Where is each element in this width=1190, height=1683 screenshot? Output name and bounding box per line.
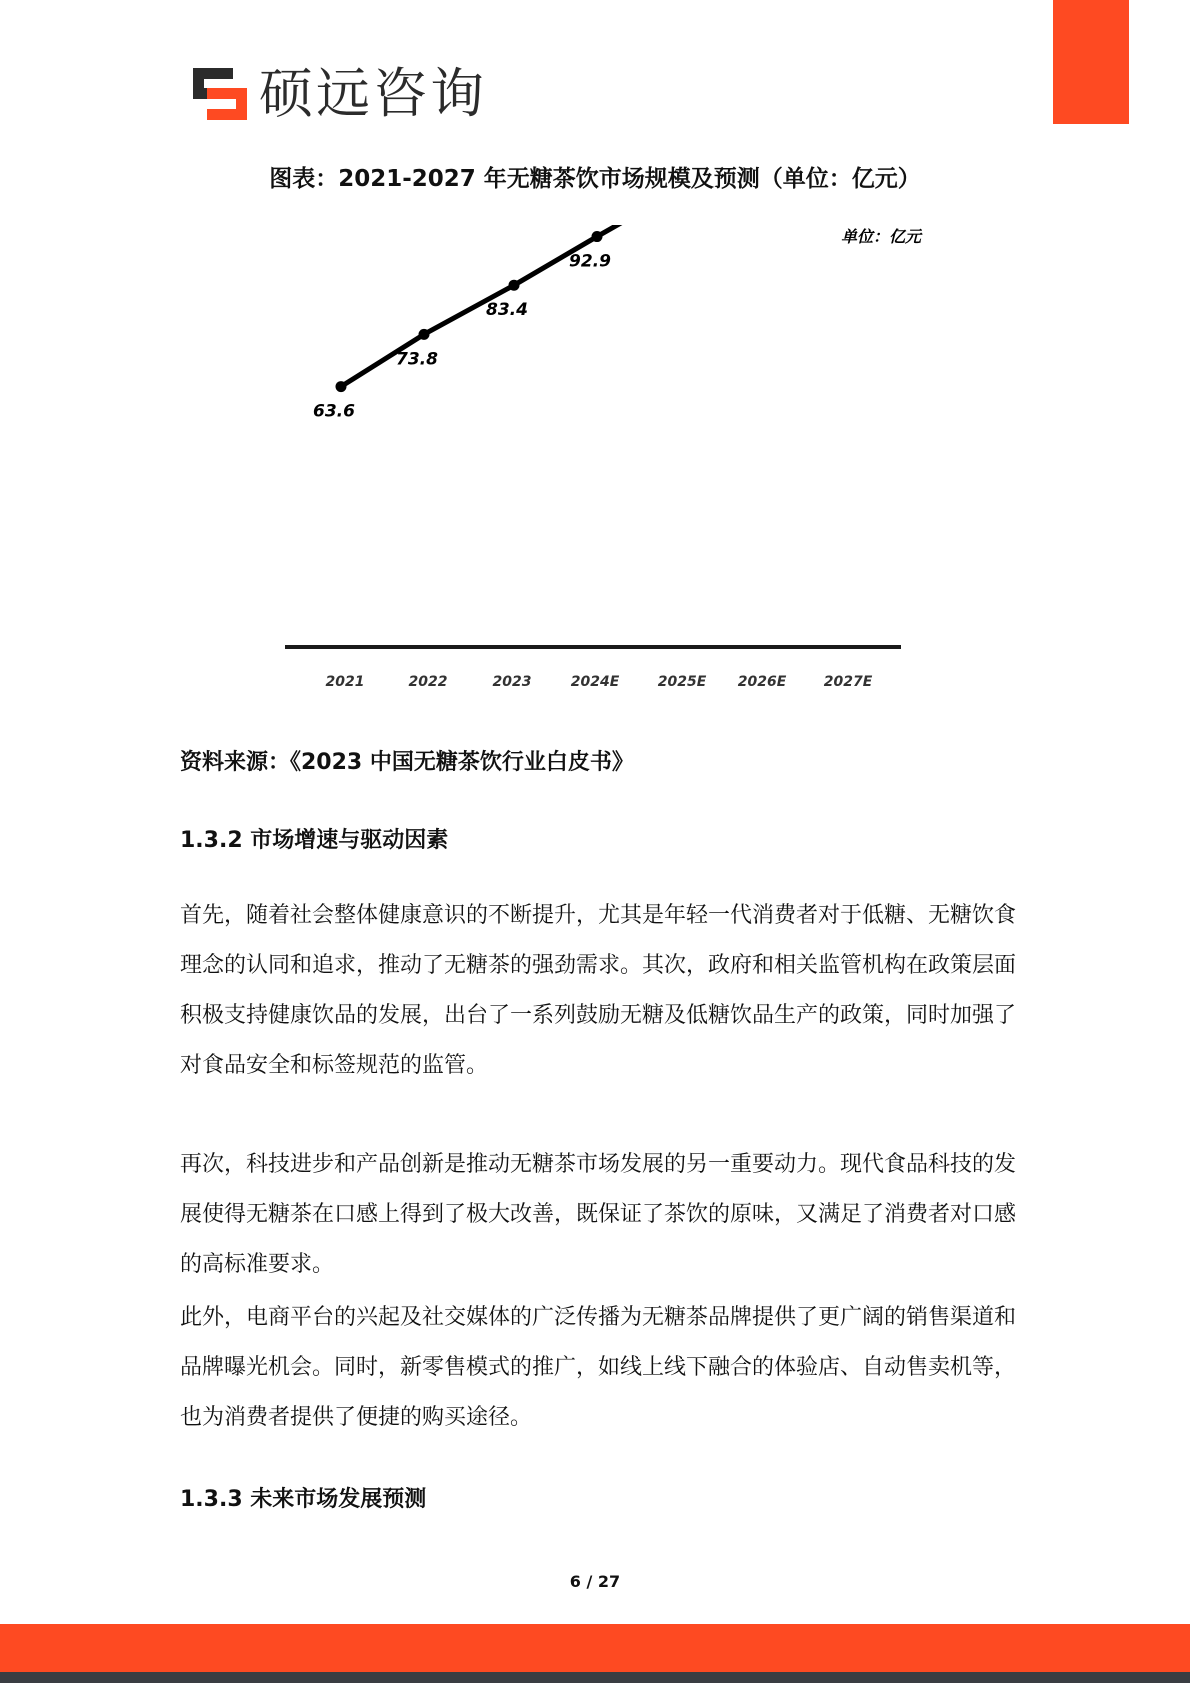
footer-dark-strip: [0, 1672, 1190, 1683]
x-tick-label: 2021: [325, 674, 365, 690]
x-tick-label: 2024E: [570, 674, 620, 690]
x-tick-label: 2023: [492, 674, 532, 690]
data-label: 92.9: [569, 251, 611, 272]
paragraph-1: 首先，随着社会整体健康意识的不断提升，尤其是年轻一代消费者对于低糖、无糖饮食理念的认同和追求，推动了无糖茶的强劲需求。其次，政府和相关监管机构在政策层面积极支持健康饮品的发展，出台了一系列鼓励无糖及低糖饮品生产的政策，同时加强了对食品安全和标签规范的监管。: [180, 903, 1017, 1078]
paragraph-3: 此外，电商平台的兴起及社交媒体的广泛传播为无糖茶品牌提供了更广阔的销售渠道和品牌曝光机会。同时，新零售模式的推广，如线上线下融合的体验店、自动售卖机等，也为消费者提供了便捷的购买途径。: [180, 1305, 1017, 1430]
footer-accent-bar: [0, 1624, 1190, 1672]
page-number: 6 / 27: [569, 1572, 621, 1591]
x-tick-label: 2025E: [657, 674, 707, 690]
source-note: 资料来源：《2023 中国无糖茶饮行业白皮书》: [180, 750, 634, 775]
x-tick-label: 2027E: [823, 674, 873, 690]
data-point: [336, 381, 347, 392]
data-point: [419, 329, 430, 340]
data-point: [592, 231, 603, 242]
x-tick-label: 2022: [408, 674, 448, 690]
market-size-line-chart: [270, 225, 930, 705]
data-point: [509, 280, 520, 291]
data-label: 73.8: [396, 349, 438, 370]
x-tick-label: 2026E: [737, 674, 787, 690]
section-heading-1-3-3: 1.3.3 未来市场发展预测: [180, 1487, 427, 1512]
chart-title: 图表：2021-2027 年无糖茶饮市场规模及预测（单位：亿元）: [269, 166, 921, 192]
section-heading-1-3-2: 1.3.2 市场增速与驱动因素: [180, 828, 449, 853]
data-label: 83.4: [486, 300, 528, 321]
data-label: 63.6: [313, 401, 355, 422]
logo-mark-icon: [193, 68, 247, 120]
paragraph-2: 再次，科技进步和产品创新是推动无糖茶市场发展的另一重要动力。现代食品科技的发展使得无糖茶在口感上得到了极大改善，既保证了茶饮的原味，又满足了消费者对口感的高标准要求。: [180, 1152, 1017, 1277]
corner-accent-block: [1053, 0, 1129, 124]
brand-name: 硕远咨询: [259, 62, 487, 125]
brand-logo: [193, 64, 487, 124]
chart-unit-label: 单位：亿元: [840, 227, 921, 246]
